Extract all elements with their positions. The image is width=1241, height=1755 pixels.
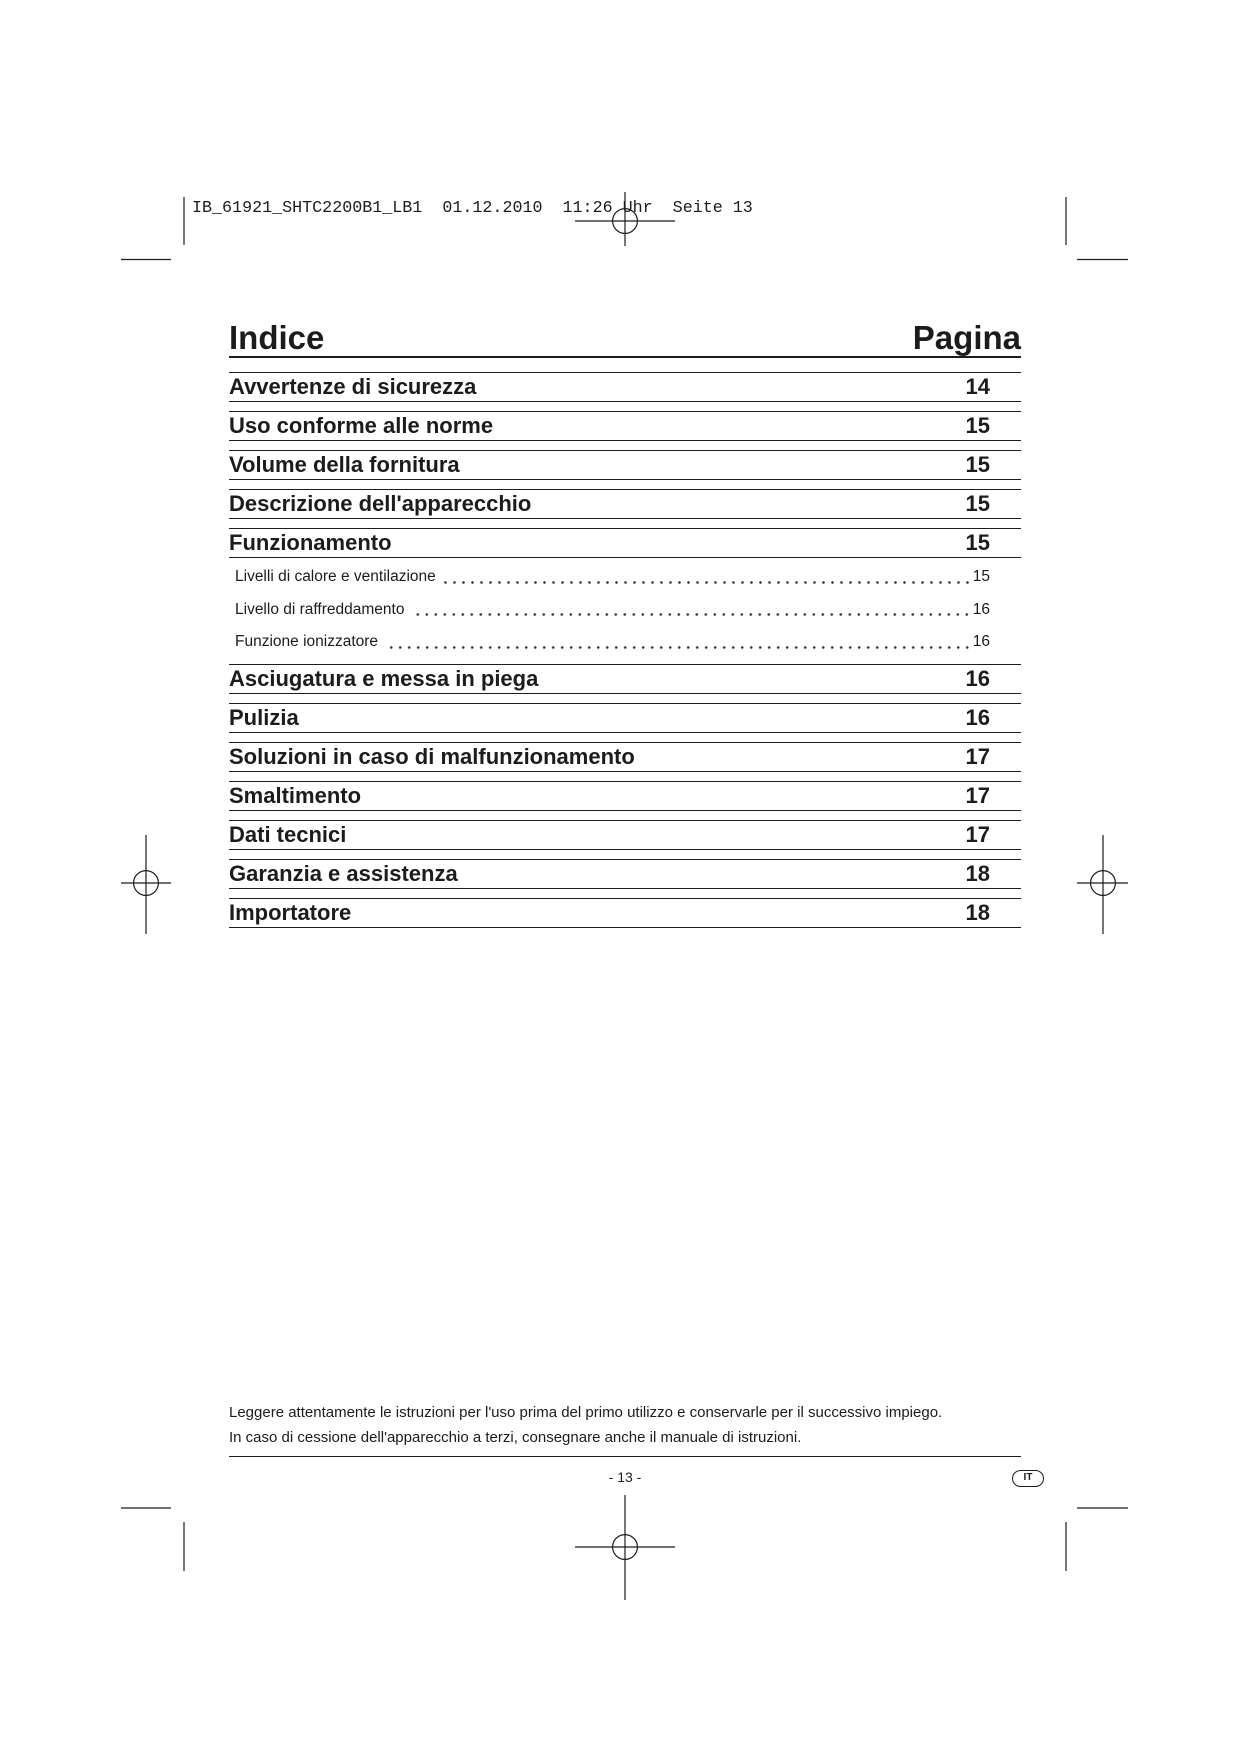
toc-entry — [229, 411, 1021, 441]
toc-entry — [229, 450, 1021, 480]
toc-subentry-label: Livello di raffreddamento — [235, 600, 405, 618]
toc-subentry — [229, 594, 1021, 627]
crop-mark-bottom-left — [121, 1508, 184, 1571]
toc-entry — [229, 742, 1021, 772]
toc-entry-page: 15 — [965, 491, 990, 516]
toc-entries — [229, 372, 1021, 928]
registration-mark-right — [1077, 835, 1128, 934]
toc-entry — [229, 664, 1021, 694]
registration-mark-left — [121, 835, 171, 934]
toc-entry — [229, 372, 1021, 402]
toc-entry-label: Smaltimento — [229, 782, 362, 808]
dot-leader — [385, 646, 972, 649]
page-number: - 13 - — [608, 1469, 642, 1485]
toc-entry-page: 16 — [965, 704, 990, 730]
toc-entry — [229, 781, 1021, 811]
toc-entry — [229, 703, 1021, 733]
crop-mark-bottom-right — [1066, 1508, 1128, 1571]
dot-leader — [411, 613, 971, 616]
toc-entry-page: 18 — [965, 899, 990, 925]
toc-entry-page: 16 — [965, 665, 990, 691]
toc-subentry-page: 16 — [972, 633, 990, 650]
table-of-contents — [229, 320, 1021, 937]
toc-subentry-page: 15 — [972, 568, 990, 585]
language-badge: IT — [1012, 1470, 1044, 1487]
toc-entry-label: Importatore — [229, 899, 352, 925]
toc-entry — [229, 489, 1021, 519]
toc-entry-page: 15 — [965, 530, 990, 555]
toc-subentry-label: Funzione ionizzatore — [235, 633, 379, 650]
toc-entry-label: Dati tecnici — [229, 821, 347, 847]
toc-entry-page: 14 — [965, 374, 990, 399]
toc-entry-label: Descrizione dell'apparecchio — [229, 491, 532, 516]
toc-entry — [229, 528, 1021, 558]
toc-entry-page: 15 — [965, 413, 990, 438]
toc-entry-label: Pulizia — [229, 704, 299, 730]
toc-subentry-page: 16 — [972, 600, 990, 618]
toc-entry — [229, 898, 1021, 928]
toc-entry-label: Volume della fornitura — [229, 452, 460, 477]
footer-note-line: Leggere attentamente le istruzioni per l'uso prima del primo utilizzo e conservarle per il successivo impiego. — [229, 1404, 943, 1421]
toc-entry-page: 17 — [965, 782, 990, 808]
toc-entry-label: Uso conforme alle norme — [229, 413, 494, 438]
toc-entry-label: Asciugatura e messa in piega — [229, 665, 539, 691]
footer-divider — [229, 1456, 1021, 1457]
toc-page-heading: Pagina — [912, 319, 1021, 356]
crop-mark-top-left — [121, 197, 184, 260]
toc-entry — [229, 859, 1021, 889]
toc-subentry — [229, 561, 1021, 594]
footer-note-line: In caso di cessione dell'apparecchio a terzi, consegnare anche il manuale di istruzioni. — [229, 1429, 802, 1446]
dot-leader — [443, 581, 972, 584]
toc-entry-label: Avvertenze di sicurezza — [229, 374, 477, 399]
toc-subentry-label: Livelli di calore e ventilazione — [235, 568, 436, 585]
print-slug-line: IB_61921_SHTC2200B1_LB1 01.12.2010 11:26 Uhr Seite 13 — [192, 199, 753, 218]
footer-note — [229, 1400, 942, 1450]
registration-mark-bottom — [575, 1495, 675, 1600]
toc-entry-label: Garanzia e assistenza — [229, 860, 458, 886]
toc-entry-label: Funzionamento — [229, 530, 392, 555]
toc-subentries — [229, 558, 1021, 664]
toc-entry-page: 18 — [965, 860, 990, 886]
toc-title: Indice — [229, 319, 325, 356]
toc-entry — [229, 820, 1021, 850]
toc-entry-page: 17 — [965, 743, 990, 769]
toc-entry-page: 15 — [965, 452, 990, 477]
toc-entry-label: Soluzioni in caso di malfunzionamento — [229, 743, 635, 769]
crop-mark-top-right — [1066, 197, 1128, 260]
toc-entry-page: 17 — [965, 821, 990, 847]
toc-header — [229, 320, 1021, 358]
toc-subentry — [229, 626, 1021, 659]
